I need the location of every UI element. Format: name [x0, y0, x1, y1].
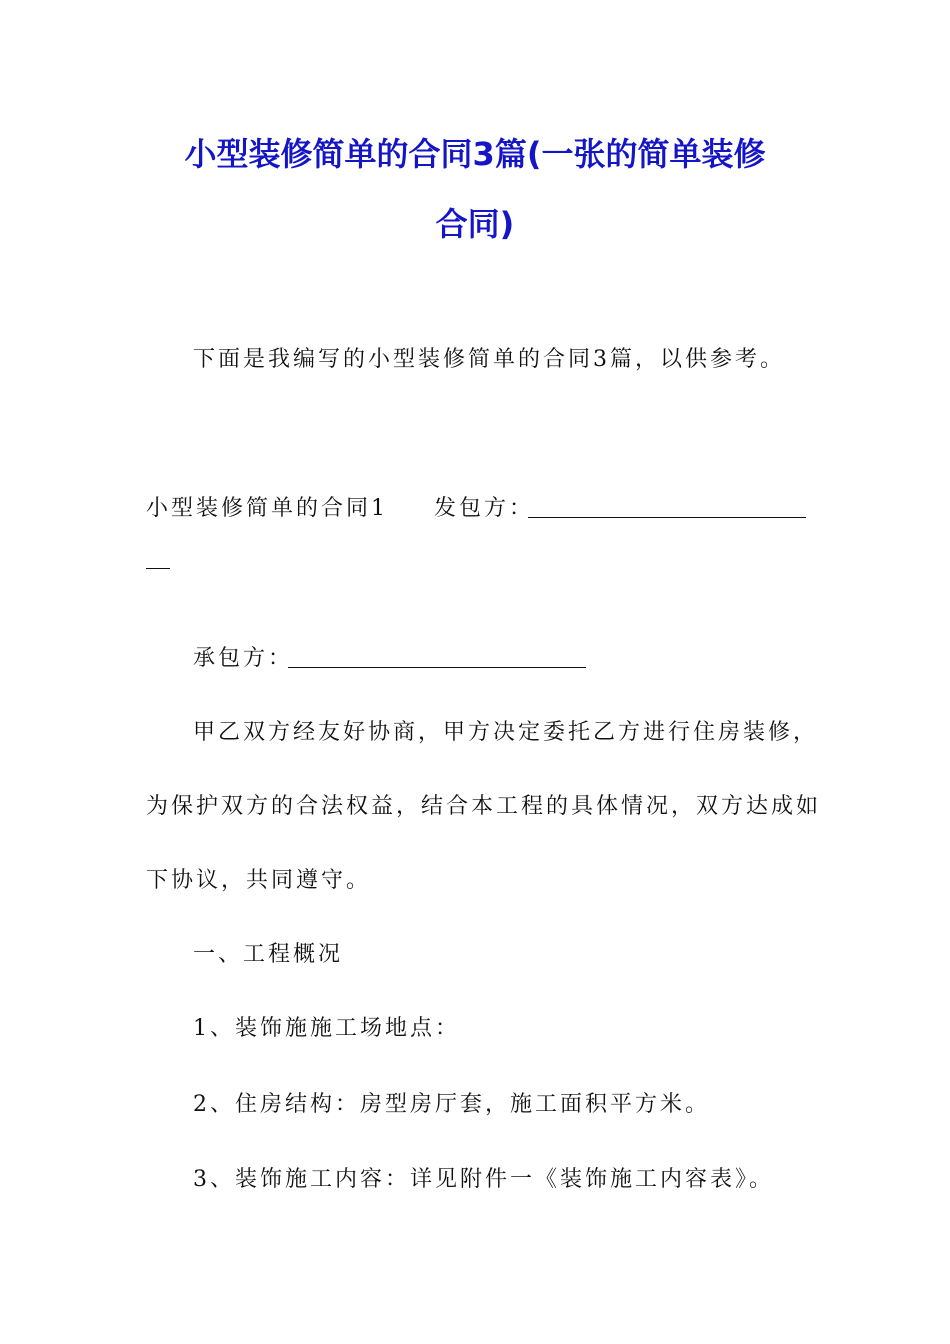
list-item-construction-content: 3、装饰施工内容：详见附件一《装饰施工内容表》。: [193, 1167, 774, 1192]
employer-blank-line-continued: [146, 568, 170, 569]
contractor-blank-line: [288, 667, 586, 668]
list-item-house-structure: 2、住房结构：房型房厅套，施工面积平方米。: [193, 1092, 710, 1117]
agreement-paragraph-line1: 甲乙双方经友好协商，甲方决定委托乙方进行住房装修，: [193, 720, 819, 745]
document-title-line1: 小型装修简单的合同3篇(一张的简单装修: [184, 135, 766, 173]
employer-blank-line: [528, 517, 806, 518]
contract-heading: 小型装修简单的合同1: [146, 496, 388, 521]
contractor-label: 承包方：: [193, 646, 294, 671]
agreement-paragraph-line2: 为保护双方的合法权益，结合本工程的具体情况，双方达成如: [146, 794, 822, 819]
employer-label: 发包方：: [434, 496, 535, 521]
document-title-line2: 合同): [435, 205, 515, 243]
list-item-site-location: 1、装饰施施工场地点：: [193, 1016, 460, 1041]
intro-paragraph: 下面是我编写的小型装修简单的合同3篇，以供参考。: [193, 347, 785, 372]
section-heading-project-overview: 一、工程概况: [193, 942, 344, 967]
agreement-paragraph-line3: 下协议，共同遵守。: [146, 868, 372, 893]
